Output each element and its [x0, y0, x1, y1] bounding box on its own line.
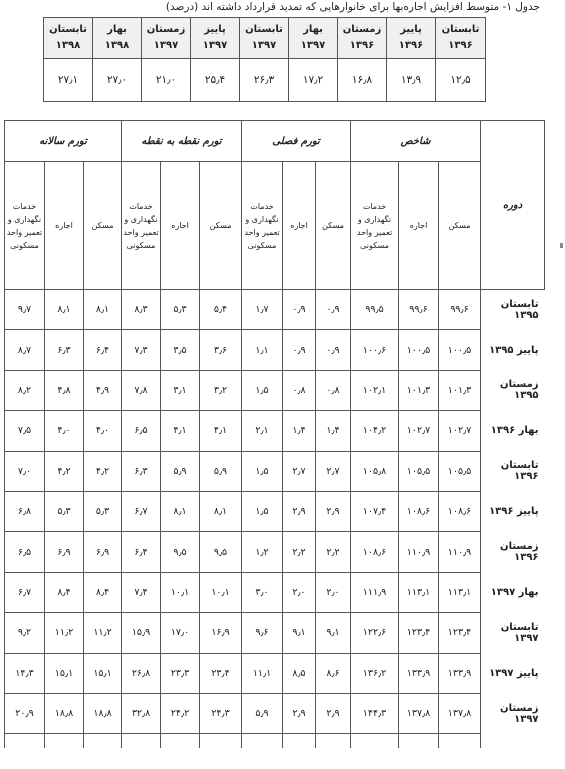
- table-row: [5, 451, 545, 491]
- value-cell: ۵٫۳: [84, 491, 122, 531]
- value-cell: ۹٫۱: [283, 613, 316, 653]
- value-cell: ۳٫۱: [161, 370, 200, 410]
- sub-header-cell: مسکن: [84, 162, 122, 290]
- value-cell: ۵٫۴: [200, 290, 242, 330]
- table-row-partial: [5, 734, 545, 749]
- t1-header-cell: [387, 18, 436, 59]
- t1-header-year: ۱۳۹۷: [300, 40, 326, 51]
- value-cell: ۸٫۱: [45, 290, 84, 330]
- value-cell: ۱۳۷٫۸: [399, 693, 439, 733]
- value-cell: ۹٫۲: [5, 613, 45, 653]
- value-cell: ۱۰۱٫۳: [399, 370, 439, 410]
- value-cell: ۷٫۰: [5, 451, 45, 491]
- value-cell: ۱۰۵٫۵: [439, 451, 481, 491]
- sub-header-cell: خدمات نگهداری و تعمیر واحد مسکونی: [122, 162, 161, 290]
- table-row: [5, 532, 545, 572]
- value-cell: ۲٫۰: [283, 572, 316, 612]
- value-cell: ۱۳۷٫۸: [439, 693, 481, 733]
- table-row: [5, 330, 545, 370]
- scroll-marker: [560, 243, 563, 248]
- value-cell: ۵٫۹: [161, 451, 200, 491]
- value-cell: ۸٫۱: [200, 491, 242, 531]
- table-caption: جدول ۱- متوسط افزایش اجاره‌بها برای خانوارهایی که تمدید قرارداد داشته اند (درصد): [165, 1, 540, 13]
- t1-header-year: ۱۳۹۷: [251, 40, 277, 51]
- value-cell: ۲٫۱: [242, 411, 283, 451]
- empty-cell: [316, 734, 351, 749]
- t1-header-season: زمستان: [342, 24, 382, 35]
- value-cell: ۱٫۴: [316, 411, 351, 451]
- value-cell: ۷٫۸: [122, 370, 161, 410]
- value-cell: ۱۴۴٫۳: [351, 693, 399, 733]
- value-cell: ۴٫۱: [200, 411, 242, 451]
- period-label: پاییز ۱۳۹۶: [489, 506, 539, 518]
- period-label: زمستان ۱۳۹۶: [500, 541, 539, 564]
- t1-value-cell: ۲۶٫۳: [240, 59, 289, 102]
- empty-cell: [481, 734, 545, 749]
- value-cell: ۸٫۴: [45, 572, 84, 612]
- value-cell: ۱۰۰٫۵: [399, 330, 439, 370]
- value-cell: ۶٫۵: [5, 532, 45, 572]
- value-cell: ۱٫۲: [242, 532, 283, 572]
- value-cell: ۱۵٫۱: [84, 653, 122, 693]
- t1-value-cell: ۲۷٫۰: [93, 59, 142, 102]
- period-label: پاییز ۱۳۹۷: [489, 667, 539, 679]
- t1-header-cell: [436, 18, 486, 59]
- value-cell: ۱٫۴: [283, 411, 316, 451]
- value-cell: ۲۶٫۸: [122, 653, 161, 693]
- t1-value-cell: ۱۳٫۹: [387, 59, 436, 102]
- t1-header-cell: [240, 18, 289, 59]
- value-cell: ۱۰۲٫۱: [351, 370, 399, 410]
- t1-header-year: ۱۳۹۸: [55, 40, 81, 51]
- value-cell: ۶٫۵: [122, 411, 161, 451]
- value-cell: ۸٫۶: [316, 653, 351, 693]
- value-cell: ۱۰۵٫۵: [399, 451, 439, 491]
- table-row: [5, 613, 545, 653]
- t1-header-season: پاییز: [204, 24, 226, 35]
- value-cell: ۱۲۳٫۴: [399, 613, 439, 653]
- value-cell: ۶٫۷: [5, 572, 45, 612]
- value-cell: ۳۲٫۸: [122, 693, 161, 733]
- value-cell: ۴٫۸: [45, 370, 84, 410]
- t1-header-year: ۱۳۹۶: [398, 40, 424, 51]
- value-cell: ۱۴٫۳: [5, 653, 45, 693]
- t1-header-season: پاییز: [400, 24, 422, 35]
- value-cell: ۸٫۱: [84, 290, 122, 330]
- value-cell: ۲٫۷: [316, 451, 351, 491]
- t1-header-cell: [191, 18, 240, 59]
- t1-header-year: ۱۳۹۷: [202, 40, 228, 51]
- sub-header-cell: مسکن: [439, 162, 481, 290]
- empty-cell: [84, 734, 122, 749]
- value-cell: ۶٫۷: [122, 491, 161, 531]
- sub-header-cell: خدمات نگهداری و تعمیر واحد مسکونی: [242, 162, 283, 290]
- value-cell: ۱۱٫۱: [242, 653, 283, 693]
- empty-cell: [200, 734, 242, 749]
- value-cell: ۲٫۷: [283, 451, 316, 491]
- group-header-point-to-point: تورم نقطه به نقطه: [122, 121, 242, 162]
- value-cell: ۸٫۱: [161, 491, 200, 531]
- value-cell: ۸٫۵: [283, 653, 316, 693]
- value-cell: ۴٫۲: [84, 451, 122, 491]
- value-cell: ۶٫۹: [45, 532, 84, 572]
- value-cell: ۱٫۵: [242, 370, 283, 410]
- value-cell: ۶٫۴: [84, 330, 122, 370]
- value-cell: ۱۱۰٫۹: [399, 532, 439, 572]
- value-cell: ۱۰۱٫۳: [439, 370, 481, 410]
- value-cell: ۱۲۲٫۶: [351, 613, 399, 653]
- value-cell: ۲۰٫۹: [5, 693, 45, 733]
- value-cell: ۱۱۳٫۱: [399, 572, 439, 612]
- value-cell: ۱۱٫۲: [84, 613, 122, 653]
- sub-header-cell: اجاره: [399, 162, 439, 290]
- sub-header-cell: مسکن: [200, 162, 242, 290]
- value-cell: ۹٫۱: [316, 613, 351, 653]
- sub-header-cell: خدمات نگهداری و تعمیر واحد مسکونی: [5, 162, 45, 290]
- sub-header-cell: اجاره: [161, 162, 200, 290]
- value-cell: ۹٫۷: [5, 290, 45, 330]
- value-cell: ۴٫۱: [161, 411, 200, 451]
- value-cell: ۵٫۳: [161, 290, 200, 330]
- period-label: زمستان ۱۳۹۵: [500, 379, 539, 402]
- value-cell: ۱۰۸٫۶: [439, 491, 481, 531]
- t1-header-cell: [93, 18, 142, 59]
- value-cell: ۷٫۴: [122, 572, 161, 612]
- t1-header-cell: [338, 18, 387, 59]
- t1-value-cell: ۱۶٫۸: [338, 59, 387, 102]
- value-cell: ۱۰۲٫۷: [439, 411, 481, 451]
- value-cell: ۱۰٫۱: [161, 572, 200, 612]
- value-cell: ۶٫۸: [5, 491, 45, 531]
- value-cell: ۶٫۳: [122, 451, 161, 491]
- value-cell: ۱۱۱٫۹: [351, 572, 399, 612]
- value-cell: ۶٫۳: [45, 330, 84, 370]
- t1-header-season: زمستان: [146, 24, 186, 35]
- table-row: [5, 693, 545, 733]
- t1-value-cell: ۲۷٫۱: [44, 59, 93, 102]
- value-cell: ۴٫۹: [84, 370, 122, 410]
- t1-header-cell: [142, 18, 191, 59]
- value-cell: ۱۰۲٫۷: [399, 411, 439, 451]
- empty-cell: [283, 734, 316, 749]
- sub-header-cell: مسکن: [316, 162, 351, 290]
- period-label: تابستان ۱۳۹۷: [500, 621, 539, 644]
- value-cell: ۱۰۰٫۶: [351, 330, 399, 370]
- table-row: [5, 653, 545, 693]
- value-cell: ۴٫۰: [84, 411, 122, 451]
- table-row: [5, 290, 545, 330]
- value-cell: ۱۲۳٫۴: [439, 613, 481, 653]
- t1-header-year: ۱۳۹۸: [104, 40, 130, 51]
- value-cell: ۴٫۲: [45, 451, 84, 491]
- value-cell: ۸٫۴: [84, 572, 122, 612]
- t1-header-cell: [289, 18, 338, 59]
- value-cell: ۵٫۹: [200, 451, 242, 491]
- group-header-index: شاخص: [351, 121, 481, 162]
- value-cell: ۶٫۹: [84, 532, 122, 572]
- period-label: تابستان ۱۳۹۶: [500, 460, 539, 483]
- value-cell: ۱٫۱: [242, 330, 283, 370]
- value-cell: ۱٫۵: [242, 451, 283, 491]
- value-cell: ۱٫۵: [242, 491, 283, 531]
- value-cell: ۱۰۵٫۸: [351, 451, 399, 491]
- value-cell: ۲٫۲: [316, 532, 351, 572]
- t1-value-cell: ۱۷٫۲: [289, 59, 338, 102]
- value-cell: ۱۱۳٫۱: [439, 572, 481, 612]
- value-cell: ۰٫۸: [316, 370, 351, 410]
- t1-header-season: تابستان: [49, 24, 87, 35]
- t1-header-year: ۱۳۹۶: [448, 40, 473, 51]
- empty-cell: [351, 734, 399, 749]
- empty-cell: [45, 734, 84, 749]
- empty-cell: [399, 734, 439, 749]
- t1-header-season: بهار: [303, 24, 323, 35]
- value-cell: ۱۸٫۸: [45, 693, 84, 733]
- period-label: زمستان ۱۳۹۷: [500, 702, 539, 725]
- table-row: [5, 491, 545, 531]
- value-cell: ۱۰۴٫۲: [351, 411, 399, 451]
- value-cell: ۲۴٫۳: [200, 693, 242, 733]
- value-cell: ۱۰۸٫۶: [351, 532, 399, 572]
- rent-increase-table: [43, 17, 486, 102]
- value-cell: ۹٫۵: [200, 532, 242, 572]
- value-cell: ۱۷٫۰: [161, 613, 200, 653]
- t1-header-season: تابستان: [441, 24, 480, 35]
- period-label: پاییز ۱۳۹۵: [489, 344, 539, 356]
- empty-cell: [439, 734, 481, 749]
- value-cell: ۰٫۹: [283, 290, 316, 330]
- t1-value-cell: ۲۵٫۴: [191, 59, 240, 102]
- value-cell: ۱۱۰٫۹: [439, 532, 481, 572]
- value-cell: ۲۳٫۳: [161, 653, 200, 693]
- value-cell: ۴٫۰: [45, 411, 84, 451]
- value-cell: ۱۵٫۹: [122, 613, 161, 653]
- empty-cell: [5, 734, 45, 749]
- sub-header-row: [5, 162, 545, 290]
- t1-header-season: تابستان: [245, 24, 283, 35]
- value-cell: ۷٫۵: [5, 411, 45, 451]
- value-cell: ۶٫۴: [122, 532, 161, 572]
- housing-index-table: [4, 120, 545, 748]
- value-cell: ۲٫۹: [316, 491, 351, 531]
- value-cell: ۲٫۹: [283, 491, 316, 531]
- value-cell: ۳٫۲: [200, 370, 242, 410]
- period-label: تابستان ۱۳۹۵: [500, 298, 539, 321]
- empty-cell: [242, 734, 283, 749]
- t1-header-cell: [44, 18, 93, 59]
- value-cell: ۱۰۸٫۶: [399, 491, 439, 531]
- rent-increase-header-row: [44, 18, 486, 59]
- value-cell: ۱۳۶٫۲: [351, 653, 399, 693]
- period-label: بهار ۱۳۹۷: [490, 586, 539, 598]
- value-cell: ۰٫۸: [283, 370, 316, 410]
- t1-header-year: ۱۳۹۶: [349, 40, 375, 51]
- value-cell: ۱۰۰٫۵: [439, 330, 481, 370]
- empty-cell: [122, 734, 161, 749]
- value-cell: ۲۴٫۲: [161, 693, 200, 733]
- t1-value-cell: ۲۱٫۰: [142, 59, 191, 102]
- group-header-seasonal: تورم فصلی: [242, 121, 351, 162]
- value-cell: ۷٫۳: [122, 330, 161, 370]
- value-cell: ۰٫۹: [283, 330, 316, 370]
- value-cell: ۲٫۲: [283, 532, 316, 572]
- value-cell: ۲٫۰: [316, 572, 351, 612]
- value-cell: ۹۹٫۶: [439, 290, 481, 330]
- group-header-row: [5, 121, 545, 162]
- empty-cell: [161, 734, 200, 749]
- value-cell: ۱۳۳٫۹: [399, 653, 439, 693]
- value-cell: ۳٫۰: [242, 572, 283, 612]
- value-cell: ۹٫۵: [161, 532, 200, 572]
- value-cell: ۱۱٫۲: [45, 613, 84, 653]
- value-cell: ۱۰۷٫۴: [351, 491, 399, 531]
- value-cell: ۸٫۲: [5, 370, 45, 410]
- value-cell: ۸٫۷: [5, 330, 45, 370]
- value-cell: ۱۶٫۹: [200, 613, 242, 653]
- t1-header-season: بهار: [107, 24, 127, 35]
- value-cell: ۱٫۷: [242, 290, 283, 330]
- group-header-annual: تورم سالانه: [5, 121, 122, 162]
- value-cell: ۵٫۹: [242, 693, 283, 733]
- sub-header-cell: اجاره: [45, 162, 84, 290]
- period-label: بهار ۱۳۹۶: [490, 425, 539, 437]
- value-cell: ۳٫۶: [200, 330, 242, 370]
- table-row: [5, 370, 545, 410]
- value-cell: ۲٫۹: [283, 693, 316, 733]
- value-cell: ۹٫۶: [242, 613, 283, 653]
- sub-header-cell: اجاره: [283, 162, 316, 290]
- value-cell: ۰٫۹: [316, 290, 351, 330]
- t1-value-cell: ۱۲٫۵: [436, 59, 486, 102]
- sub-header-cell: خدمات نگهداری و تعمیر واحد مسکونی: [351, 162, 399, 290]
- t1-header-year: ۱۳۹۷: [153, 40, 179, 51]
- table-row: [5, 411, 545, 451]
- value-cell: ۰٫۹: [316, 330, 351, 370]
- value-cell: ۲۳٫۴: [200, 653, 242, 693]
- value-cell: ۹۹٫۵: [351, 290, 399, 330]
- value-cell: ۱۰٫۱: [200, 572, 242, 612]
- value-cell: ۵٫۳: [45, 491, 84, 531]
- value-cell: ۳٫۵: [161, 330, 200, 370]
- value-cell: ۲٫۹: [316, 693, 351, 733]
- value-cell: ۸٫۳: [122, 290, 161, 330]
- period-header: دوره: [481, 121, 545, 290]
- value-cell: ۱۳۳٫۹: [439, 653, 481, 693]
- value-cell: ۹۹٫۶: [399, 290, 439, 330]
- table-row: [5, 572, 545, 612]
- value-cell: ۱۸٫۸: [84, 693, 122, 733]
- value-cell: ۱۵٫۱: [45, 653, 84, 693]
- rent-increase-value-row: [44, 59, 486, 102]
